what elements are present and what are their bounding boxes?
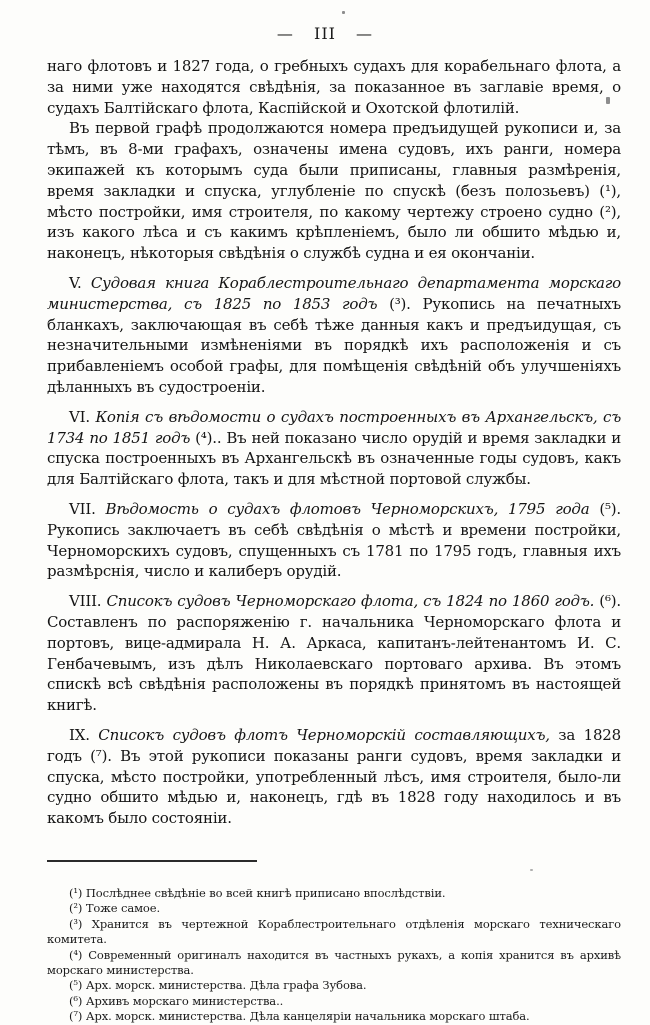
entry-vi-numeral: VI. — [69, 407, 90, 426]
footnote-5: (⁵) Арх. морск. министерства. Дѣла графа Зубова. — [69, 978, 367, 993]
entry-vi-title: Копія съ вѣдомости о судахъ построенныхъ въ Архангельскъ, съ 1734 по 1851 годъ — [47, 407, 621, 447]
page-number-header: — III — — [276, 24, 374, 43]
body-text — [0, 43, 650, 829]
footnote-4: (⁴) Современный оригиналъ находится въ частныхъ рукахъ, а копія хранится въ архивѣ морскаго министерства. — [47, 947, 621, 977]
entry-ix — [47, 725, 621, 829]
entry-v-text: (³). Рукопись на печатныхъ бланкахъ, заключающая въ себѣ тѣже данныя какъ и предъидущая, съ незначительными измѣненіями въ порядкѣ ихъ расположенія и съ прибавленіемъ особой графы, для помѣщенія свѣдѣній объ улучшеніяхъ дѣланныхъ въ судостроеніи. — [47, 294, 621, 396]
entry-v-numeral: V. — [69, 273, 82, 292]
footnote-7: (⁷) Арх. морск. министерства. Дѣла канцеляріи начальника морскаго штаба. — [69, 1009, 530, 1024]
scan-speck — [530, 869, 533, 871]
entry-vii-title: Вѣдомость о судахъ флотовъ Черноморскихъ, 1795 года — [105, 499, 590, 518]
entry-vi — [47, 407, 621, 490]
footnote-1: (¹) Послѣднее свѣдѣніе во всей книгѣ приписано впослѣдствіи. — [69, 885, 446, 900]
entry-vii-text: (⁵). Рукопись заключаетъ въ себѣ свѣдѣнія о мѣстѣ и времени постройки, Черноморскихъ судовъ, спущенныхъ съ 1781 по 1795 годъ, главныя ихъ размѣрснія, число и калиберъ орудій. — [47, 499, 621, 581]
entry-vi-text: (⁴).. Въ ней показано число орудій и время закладки и спуска построенныхъ въ Архангельскѣ въ означенные годы судовъ, какъ для Балтійскаго флота, такъ и для мѣстной портовой службы. — [47, 428, 622, 489]
footnote-3: (³) Хранится въ чертежной Кораблестроительнаго отдѣленія морскаго техническаго комитета. — [47, 916, 621, 947]
entry-viii-text: (⁶). Составленъ по распоряженію г. начальника Черноморскаго флота и портовъ, вице-адмирала Н. А. Аркаса, капитанъ-лейтенантомъ И. С. Генбачевымъ, изъ дѣлъ Николаевскаго портоваго архива. Въ этомъ спискѣ всѣ свѣдѣнія расположены въ порядкѣ принятомъ въ настоящей книгѣ. — [47, 592, 621, 715]
entry-v — [47, 273, 621, 398]
entry-vii-numeral: VII. — [69, 499, 96, 518]
entry-ix-numeral: IX. — [69, 725, 90, 744]
scan-speck — [606, 97, 610, 104]
footnote-6: (⁶) Архивъ морскаго министерства.. — [69, 993, 284, 1008]
scan-speck — [342, 11, 345, 14]
paragraph-columns-description: Въ первой графѣ продолжаются номера предъидущей рукописи и, за тѣмъ, въ 8-ми графахъ, означены имена судовъ, ихъ ранги, номера экипажей къ которымъ суда были приписаны, главныя размѣренія, время закладки и спуска, углубленіе по спускѣ (безъ полозьевъ) (¹), мѣсто постройки, имя строителя, по какому чертежу строено судно (²), изъ какого лѣса и съ какимъ крѣпленіемъ, было ли обшито мѣдью и, наконецъ, нѣкоторыя свѣдѣнія о службѣ судна и ея окончаніи. — [47, 119, 621, 263]
entry-vii — [47, 499, 621, 582]
entry-viii-numeral: VIII. — [69, 592, 102, 611]
entry-viii — [47, 591, 621, 716]
entry-v-title: Судовая книга Кораблестроительнаго департамента морскаго министерства, съ 1825 по 1853 годъ — [47, 273, 621, 313]
entry-ix-title: Списокъ судовъ флотъ Черноморскій составляющихъ, — [98, 725, 550, 744]
entry-viii-title: Списокъ судовъ Черноморскаго флота, съ 1824 по 1860 годъ. — [106, 592, 595, 611]
footnotes-block — [0, 862, 650, 1025]
paragraph-continuation: наго флотовъ и 1827 года, о гребныхъ судахъ для корабельнаго флота, а за ними уже находятся свѣдѣнія, за показанное въ заглавіе время, о судахъ Балтійскаго флота, Каспійской и Охотской флотилій. — [47, 57, 621, 117]
entry-ix-text: за 1828 годъ (⁷). Въ этой рукописи показаны ранги судовъ, время закладки и спуска, мѣсто постройки, употребленный лѣсъ, имя строителя, было-ли судно обшито мѣдью и, наконецъ, гдѣ въ 1828 году находилось и въ какомъ было состояніи. — [47, 725, 621, 828]
footnote-2: (²) Тоже самое. — [69, 901, 160, 916]
